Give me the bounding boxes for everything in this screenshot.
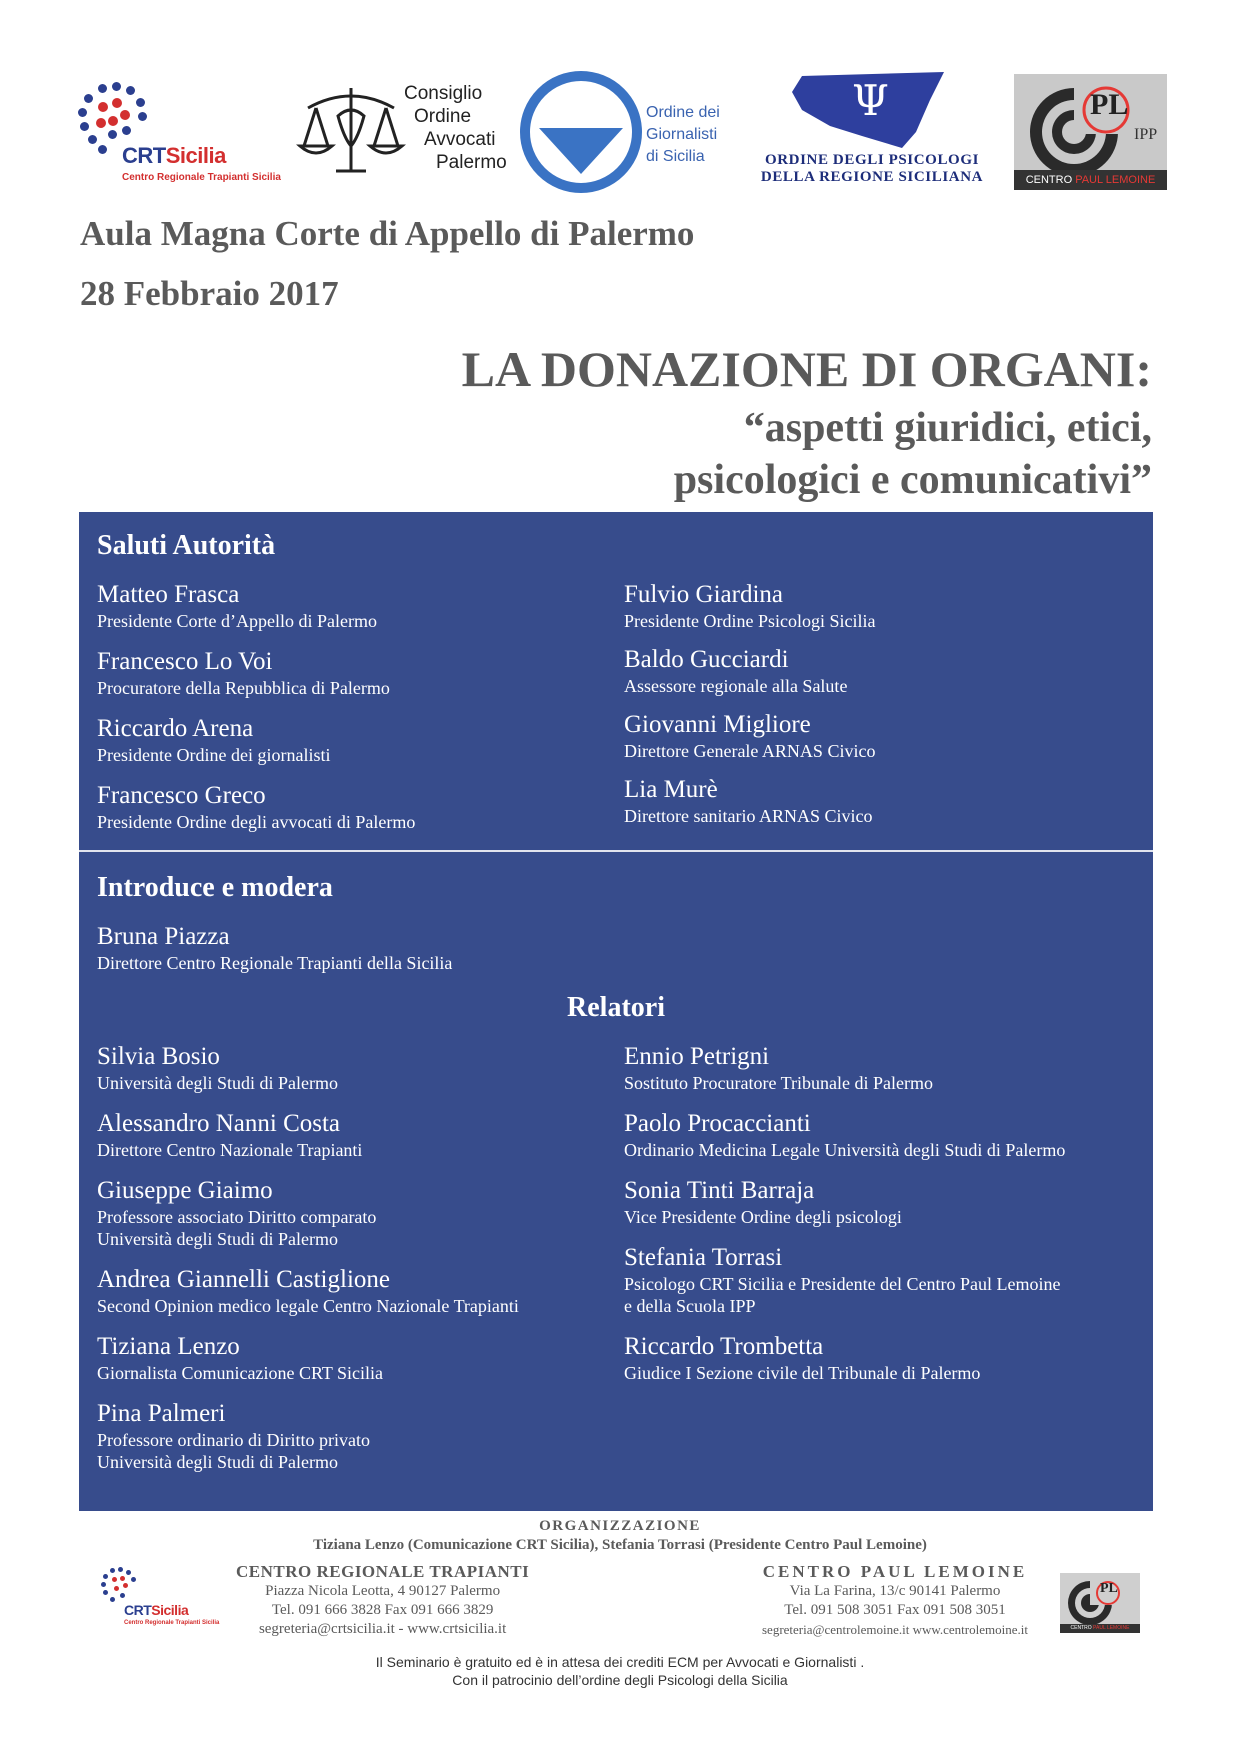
crt-name: CENTRO REGIONALE TRAPIANTI (236, 1562, 530, 1581)
ecm-notice: Il Seminario è gratuito ed è in attesa dei crediti ECM per Avvocati e Giornalisti . (375, 1654, 865, 1670)
footer-crt-logo (100, 1566, 220, 1636)
crt-web[interactable]: segreteria@crtsicilia.it - www.crtsicilia.it (258, 1621, 507, 1637)
cpl-address: Via La Farina, 13/c 90141 Palermo (789, 1583, 1001, 1599)
saluti-left-column (97, 580, 415, 848)
crt-logo-subtitle: Centro Regionale Trapianti Sicilia (124, 1620, 220, 1626)
speaker-item: Tiziana Lenzo Giornalista Comunicazione CRT Sicilia (97, 1333, 384, 1383)
program-panel (79, 512, 1153, 1511)
speaker-item: Francesco Lo Voi Procuratore della Repubblica di Palermo (97, 648, 390, 698)
footer-crt-contact (236, 1562, 529, 1639)
footer-notice (0, 1653, 1240, 1689)
organizzazione-people: Tiziana Lenzo (Comunicazione CRT Sicilia), Stefania Torrasi (Presidente Centro Paul Lemoine) (313, 1537, 927, 1553)
logo-row (76, 70, 1171, 195)
event-venue: Aula Magna Corte di Appello di Palermo (80, 214, 695, 253)
saluti-right-column (624, 580, 875, 840)
speaker-item: Sonia Tinti Barraja Vice Presidente Ordine degli psicologi (624, 1177, 902, 1227)
speaker-item: Riccardo Arena Presidente Ordine dei giornalisti (97, 715, 331, 765)
moderatore-block (97, 922, 452, 989)
speaker-item: Paolo Procaccianti Ordinario Medicina Legale Università degli Studi di Palermo (624, 1110, 1066, 1160)
cpl-logo-bar: CENTRO PAUL LEMOINE (1014, 170, 1167, 190)
speaker-item: Lia Murè Direttore sanitario ARNAS Civico (624, 776, 873, 826)
coa-palermo-logo (296, 70, 507, 195)
scales-of-justice-icon (296, 76, 406, 186)
cpl-logo (1014, 70, 1167, 195)
speaker-item: Giuseppe Giaimo Professore associato Diritto comparato Università degli Studi di Palermo (97, 1177, 377, 1249)
ops-logo (744, 70, 1000, 195)
footer-cpl-logo (1060, 1573, 1140, 1633)
organizzazione-label: ORGANIZZAZIONE (539, 1518, 701, 1534)
speaker-item: Ennio Petrigni Sostituto Procuratore Tribunale di Palermo (624, 1043, 933, 1093)
speaker-item: Fulvio Giardina Presidente Ordine Psicologi Sicilia (624, 581, 876, 631)
relatori-heading: Relatori (567, 992, 665, 1023)
relatori-left-column (97, 1042, 519, 1488)
crt-logo-name: CRTSicilia (124, 1602, 189, 1618)
speaker-item: Bruna Piazza Direttore Centro Regionale Trapianti della Sicilia (97, 923, 453, 973)
cpl-web[interactable]: segreteria@centrolemoine.it www.centrolemoine.it (762, 1622, 1028, 1637)
speaker-item: Giovanni Migliore Direttore Generale ARNAS Civico (624, 711, 876, 761)
cpl-mark-sub: IPP (1134, 126, 1158, 143)
cpl-mark: PL (1090, 88, 1129, 121)
relatori-right-column (624, 1042, 1065, 1399)
crt-logo-subtitle: Centro Regionale Trapianti Sicilia (122, 172, 281, 183)
crt-dots-icon (100, 1566, 140, 1606)
panel-divider (79, 850, 1153, 852)
saluti-heading: Saluti Autorità (97, 530, 276, 561)
speaker-item: Alessandro Nanni Costa Direttore Centro Nazionale Trapianti (97, 1110, 363, 1160)
crt-phone: Tel. 091 666 3828 Fax 091 666 3829 (271, 1602, 494, 1618)
event-date: 28 Febbraio 2017 (80, 274, 339, 313)
event-subtitle: “aspetti giuridici, etici, psicologici e comunicativi” (673, 405, 1152, 503)
ogs-logo (519, 70, 739, 195)
speaker-item: Pina Palmeri Professore ordinario di Diritto privato Università degli Studi di Palermo (97, 1400, 370, 1472)
cpl-logo-bar: CENTRO PAUL LEMOINE (1060, 1624, 1140, 1633)
crt-sicilia-logo (76, 70, 281, 195)
cpl-name: CENTRO PAUL LEMOINE (762, 1562, 1028, 1581)
moderatore-heading: Introduce e modera (97, 872, 333, 903)
footer-cpl-contact (750, 1562, 1040, 1639)
psi-icon: Ψ (852, 76, 889, 125)
crt-logo-name: CRTSicilia (122, 143, 226, 168)
speaker-item: Riccardo Trombetta Giudice I Sezione civile del Tribunale di Palermo (624, 1333, 981, 1383)
cpl-phone: Tel. 091 508 3051 Fax 091 508 3051 (784, 1602, 1006, 1618)
speaker-item: Silvia Bosio Università degli Studi di Palermo (97, 1043, 338, 1093)
ops-logo-text: ORDINE DEGLI PSICOLOGI DELLA REGIONE SICILIANA (760, 152, 984, 185)
crt-address: Piazza Nicola Leotta, 4 90127 Palermo (265, 1583, 501, 1599)
speaker-item: Matteo Frasca Presidente Corte d’Appello di Palermo (97, 581, 377, 631)
ogs-emblem-icon (519, 70, 644, 195)
speaker-item: Baldo Gucciardi Assessore regionale alla Salute (624, 646, 848, 696)
patrocinio-notice: Con il patrocinio dell’ordine degli Psicologi della Sicilia (452, 1672, 788, 1688)
speaker-item: Francesco Greco Presidente Ordine degli avvocati di Palermo (97, 782, 416, 832)
coa-logo-text: Consiglio Ordine Avvocati Palermo (404, 83, 507, 173)
speaker-item: Stefania Torrasi Psicologo CRT Sicilia e Presidente del Centro Paul Lemoine e della Scuola IPP (624, 1244, 1061, 1316)
cpl-mark: PL (1100, 1581, 1118, 1596)
ogs-logo-text: Ordine dei Giornalisti di Sicilia (646, 104, 720, 165)
event-title: LA DONAZIONE DI ORGANI: (461, 341, 1152, 397)
speaker-item: Andrea Giannelli Castiglione Second Opinion medico legale Centro Nazionale Trapianti (97, 1266, 519, 1316)
